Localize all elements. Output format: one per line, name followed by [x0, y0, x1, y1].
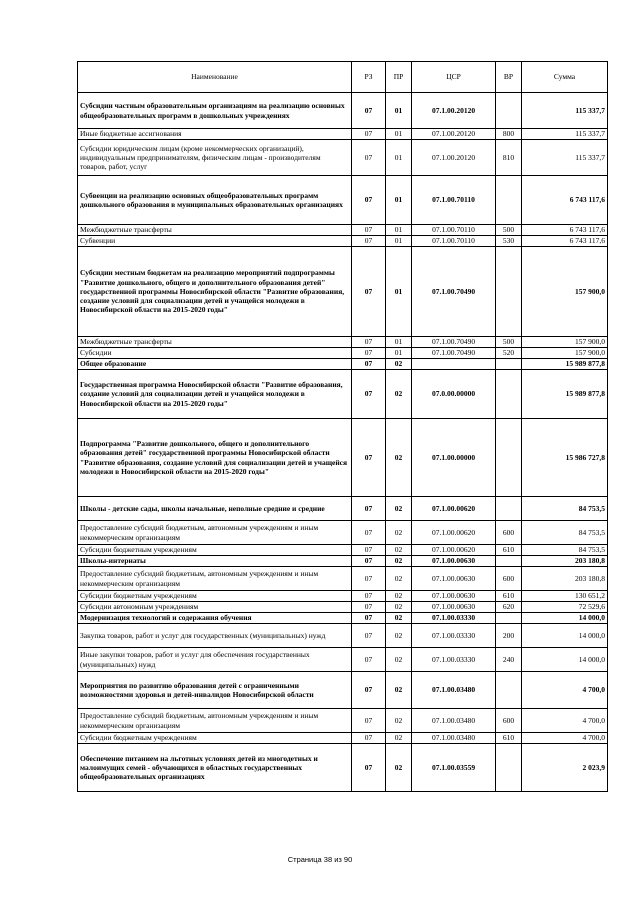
cell-rz: 07	[352, 613, 386, 624]
budget-table	[77, 61, 608, 792]
cell-vr	[496, 556, 522, 567]
table-row	[78, 733, 608, 744]
header-rz: РЗ	[352, 62, 386, 93]
cell-csr: 07.1.00.00630	[412, 591, 496, 602]
cell-pr: 01	[386, 93, 412, 129]
cell-pr: 02	[386, 419, 412, 497]
cell-name: Субсидии бюджетным учреждениям	[78, 545, 352, 556]
cell-sum: 14 000,0	[522, 648, 608, 672]
cell-name: Субсидии частным образовательным организациям на реализацию основных общеобразовательных программ в дошкольных учреждениях	[78, 93, 352, 129]
table-row	[78, 744, 608, 792]
cell-csr: 07.1.00.00630	[412, 567, 496, 591]
cell-pr: 01	[386, 247, 412, 337]
cell-sum: 115 337,7	[522, 129, 608, 140]
cell-csr: 07.1.00.00630	[412, 556, 496, 567]
cell-pr: 01	[386, 236, 412, 247]
table-row	[78, 591, 608, 602]
cell-vr: 610	[496, 733, 522, 744]
cell-csr: 07.1.00.00620	[412, 521, 496, 545]
cell-csr: 07.1.00.03330	[412, 624, 496, 648]
table-row	[78, 602, 608, 613]
cell-sum: 115 337,7	[522, 140, 608, 176]
cell-vr	[496, 247, 522, 337]
cell-name: Закупка товаров, работ и услуг для государственных (муниципальных) нужд	[78, 624, 352, 648]
cell-sum: 115 337,7	[522, 93, 608, 129]
cell-rz: 07	[352, 602, 386, 613]
cell-csr: 07.1.00.70110	[412, 176, 496, 225]
cell-rz: 07	[352, 709, 386, 733]
cell-csr: 07.1.00.00620	[412, 497, 496, 521]
table-row	[78, 176, 608, 225]
cell-sum: 84 753,5	[522, 521, 608, 545]
cell-rz: 07	[352, 370, 386, 419]
cell-csr: 07.1.00.03330	[412, 648, 496, 672]
cell-name: Субсидии местным бюджетам на реализацию мероприятий подпрограммы "Развитие дошкольного, общего и дополнительного образования детей" государственной программы Новосибирской области "Развитие образования, создание условий для социализации детей и учащейся молодежи в Новосибирской области на 2015-2020 годы"	[78, 247, 352, 337]
cell-csr: 07.1.00.20120	[412, 93, 496, 129]
cell-sum: 72 529,6	[522, 602, 608, 613]
cell-rz: 07	[352, 236, 386, 247]
cell-sum: 130 651,2	[522, 591, 608, 602]
cell-csr: 07.1.00.03330	[412, 613, 496, 624]
cell-csr: 07.1.00.00620	[412, 545, 496, 556]
cell-name: Иные бюджетные ассигнования	[78, 129, 352, 140]
cell-name: Субвенции	[78, 236, 352, 247]
cell-vr: 620	[496, 602, 522, 613]
cell-vr	[496, 93, 522, 129]
table-row	[78, 337, 608, 348]
cell-name: Школы - детские сады, школы начальные, неполные средние и средние	[78, 497, 352, 521]
table-row	[78, 613, 608, 624]
cell-pr: 02	[386, 556, 412, 567]
cell-name: Обеспечение питанием на льготных условиях детей из многодетных и малоимущих семей - обучающихся в областных государственных общеобразовательных организациях	[78, 744, 352, 792]
cell-csr: 07.1.00.20120	[412, 140, 496, 176]
table-row	[78, 545, 608, 556]
cell-rz: 07	[352, 247, 386, 337]
cell-rz: 07	[352, 337, 386, 348]
table-row	[78, 236, 608, 247]
cell-vr: 810	[496, 140, 522, 176]
cell-rz: 07	[352, 733, 386, 744]
cell-csr: 07.0.00.00000	[412, 370, 496, 419]
table-row	[78, 419, 608, 497]
cell-sum: 14 000,0	[522, 624, 608, 648]
cell-name: Модернизация технологий и содержания обучения	[78, 613, 352, 624]
cell-vr: 610	[496, 545, 522, 556]
table-row	[78, 556, 608, 567]
cell-csr: 07.1.00.70110	[412, 236, 496, 247]
table-header-row	[78, 62, 608, 93]
table-row	[78, 370, 608, 419]
cell-pr: 02	[386, 545, 412, 556]
cell-name: Субсидии	[78, 348, 352, 359]
cell-name: Субсидии юридическим лицам (кроме некоммерческих организаций), индивидуальным предпринимателям, физическим лицам - производителям товаров, работ, услуг	[78, 140, 352, 176]
cell-rz: 07	[352, 567, 386, 591]
cell-rz: 07	[352, 521, 386, 545]
cell-sum: 6 743 117,6	[522, 176, 608, 225]
header-pr: ПР	[386, 62, 412, 93]
table-row	[78, 521, 608, 545]
cell-vr: 600	[496, 521, 522, 545]
cell-vr	[496, 370, 522, 419]
cell-vr: 500	[496, 337, 522, 348]
cell-pr: 02	[386, 497, 412, 521]
cell-rz: 07	[352, 140, 386, 176]
table-row	[78, 648, 608, 672]
table-row	[78, 497, 608, 521]
cell-csr: 07.1.00.03480	[412, 709, 496, 733]
cell-vr	[496, 176, 522, 225]
cell-pr: 02	[386, 567, 412, 591]
cell-pr: 02	[386, 591, 412, 602]
cell-rz: 07	[352, 624, 386, 648]
cell-name: Предоставление субсидий бюджетным, автономным учреждениям и иным некоммерческим организациям	[78, 521, 352, 545]
cell-name: Государственная программа Новосибирской области "Развитие образования, создание условий для социализации детей и учащейся молодежи в Новосибирской области на 2015-2020 годы"	[78, 370, 352, 419]
cell-rz: 07	[352, 348, 386, 359]
table-row	[78, 672, 608, 709]
cell-csr: 07.1.00.70490	[412, 247, 496, 337]
cell-pr: 02	[386, 744, 412, 792]
cell-sum: 84 753,5	[522, 545, 608, 556]
table-row	[78, 567, 608, 591]
cell-sum: 4 700,0	[522, 733, 608, 744]
cell-sum: 157 900,0	[522, 247, 608, 337]
cell-name: Субсидии бюджетным учреждениям	[78, 591, 352, 602]
cell-vr: 530	[496, 236, 522, 247]
cell-vr	[496, 419, 522, 497]
table-row	[78, 709, 608, 733]
cell-name: Иные закупки товаров, работ и услуг для обеспечения государственных (муниципальных) нужд	[78, 648, 352, 672]
table-row	[78, 225, 608, 236]
cell-pr: 02	[386, 709, 412, 733]
table-row	[78, 93, 608, 129]
cell-pr: 01	[386, 337, 412, 348]
table-row	[78, 129, 608, 140]
header-vr: ВР	[496, 62, 522, 93]
cell-csr: 07.1.00.03480	[412, 733, 496, 744]
table-row	[78, 359, 608, 370]
cell-csr: 07.1.00.20120	[412, 129, 496, 140]
cell-csr: 07.1.00.03559	[412, 744, 496, 792]
cell-vr: 610	[496, 591, 522, 602]
cell-name: Субсидии бюджетным учреждениям	[78, 733, 352, 744]
cell-rz: 07	[352, 176, 386, 225]
table-row	[78, 247, 608, 337]
table-row	[78, 624, 608, 648]
cell-vr: 200	[496, 624, 522, 648]
cell-sum: 15 989 877,8	[522, 370, 608, 419]
cell-pr: 02	[386, 359, 412, 370]
cell-pr: 02	[386, 613, 412, 624]
cell-vr: 500	[496, 225, 522, 236]
header-name: Наименование	[78, 62, 352, 93]
cell-name: Общее образование	[78, 359, 352, 370]
cell-csr: 07.1.00.70490	[412, 348, 496, 359]
cell-pr: 02	[386, 624, 412, 648]
cell-csr: 07.1.00.03480	[412, 672, 496, 709]
cell-sum: 15 986 727,8	[522, 419, 608, 497]
cell-name: Предоставление субсидий бюджетным, автономным учреждениям и иным некоммерческим организациям	[78, 567, 352, 591]
cell-pr: 01	[386, 140, 412, 176]
cell-sum: 4 700,0	[522, 672, 608, 709]
cell-pr: 01	[386, 348, 412, 359]
cell-vr: 520	[496, 348, 522, 359]
cell-rz: 07	[352, 497, 386, 521]
cell-vr: 800	[496, 129, 522, 140]
cell-rz: 07	[352, 648, 386, 672]
cell-sum: 203 180,8	[522, 556, 608, 567]
cell-pr: 02	[386, 648, 412, 672]
table-row	[78, 348, 608, 359]
cell-sum: 4 700,0	[522, 709, 608, 733]
cell-rz: 07	[352, 93, 386, 129]
cell-sum: 15 989 877,8	[522, 359, 608, 370]
cell-rz: 07	[352, 545, 386, 556]
cell-name: Подпрограмма "Развитие дошкольного, общего и дополнительного образования детей" государственной программы Новосибирской области "Развитие образования, создание условий для социализации детей и учащейся молодежи в Новосибирской области на 2015-2020 годы"	[78, 419, 352, 497]
cell-sum: 6 743 117,6	[522, 236, 608, 247]
cell-csr: 07.1.00.70490	[412, 337, 496, 348]
cell-sum: 203 180,8	[522, 567, 608, 591]
cell-vr: 600	[496, 567, 522, 591]
cell-vr	[496, 744, 522, 792]
cell-name: Школы-интернаты	[78, 556, 352, 567]
cell-pr: 02	[386, 733, 412, 744]
cell-sum: 157 900,0	[522, 348, 608, 359]
cell-vr	[496, 359, 522, 370]
cell-sum: 14 000,0	[522, 613, 608, 624]
cell-pr: 02	[386, 370, 412, 419]
cell-rz: 07	[352, 419, 386, 497]
header-csr: ЦСР	[412, 62, 496, 93]
cell-csr	[412, 359, 496, 370]
cell-sum: 2 023,9	[522, 744, 608, 792]
table-body	[78, 93, 608, 792]
cell-rz: 07	[352, 672, 386, 709]
cell-pr: 02	[386, 672, 412, 709]
cell-sum: 6 743 117,6	[522, 225, 608, 236]
cell-name: Межбюджетные трансферты	[78, 225, 352, 236]
cell-pr: 02	[386, 521, 412, 545]
cell-name: Межбюджетные трансферты	[78, 337, 352, 348]
cell-pr: 01	[386, 176, 412, 225]
cell-rz: 07	[352, 359, 386, 370]
cell-rz: 07	[352, 129, 386, 140]
cell-vr: 240	[496, 648, 522, 672]
cell-name: Мероприятия по развитию образования детей с ограниченными возможностями здоровья и детей-инвалидов Новосибирской области	[78, 672, 352, 709]
cell-rz: 07	[352, 225, 386, 236]
cell-sum: 84 753,5	[522, 497, 608, 521]
cell-vr	[496, 497, 522, 521]
cell-pr: 02	[386, 602, 412, 613]
cell-csr: 07.1.00.00630	[412, 602, 496, 613]
cell-name: Предоставление субсидий бюджетным, автономным учреждениям и иным некоммерческим организациям	[78, 709, 352, 733]
table-row	[78, 140, 608, 176]
cell-vr	[496, 613, 522, 624]
cell-rz: 07	[352, 744, 386, 792]
cell-rz: 07	[352, 591, 386, 602]
cell-name: Субвенции на реализацию основных общеобразовательных программ дошкольного образования в муниципальных образовательных организациях	[78, 176, 352, 225]
cell-sum: 157 900,0	[522, 337, 608, 348]
page-number: Страница 38 из 90	[287, 855, 353, 864]
cell-pr: 01	[386, 225, 412, 236]
cell-csr: 07.1.00.00000	[412, 419, 496, 497]
header-sum: Сумма	[522, 62, 608, 93]
cell-rz: 07	[352, 556, 386, 567]
cell-pr: 01	[386, 129, 412, 140]
cell-csr: 07.1.00.70110	[412, 225, 496, 236]
cell-name: Субсидии автономным учреждениям	[78, 602, 352, 613]
cell-vr	[496, 672, 522, 709]
cell-vr: 600	[496, 709, 522, 733]
